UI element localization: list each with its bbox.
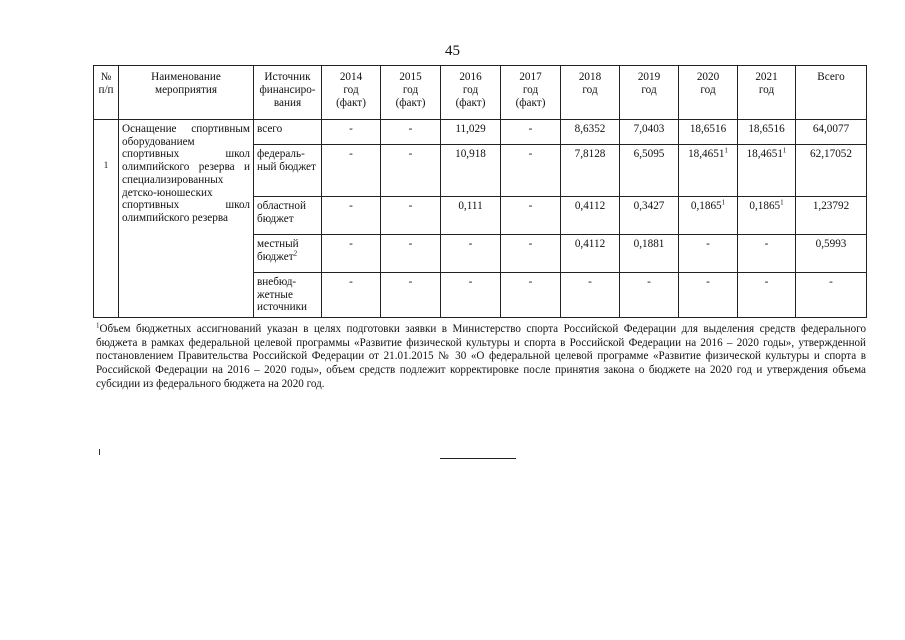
- funding-table: [93, 65, 867, 318]
- header-2019-unit: год: [641, 84, 657, 96]
- value-2020-amount: 0,1865: [690, 200, 722, 212]
- value-2016: -: [441, 273, 501, 318]
- value-2016: 0,111: [441, 197, 501, 235]
- header-2018: [561, 66, 620, 120]
- header-2020-unit: год: [700, 84, 716, 96]
- value-2017: -: [501, 120, 561, 145]
- value-2015: -: [381, 197, 441, 235]
- value-total: -: [796, 273, 867, 318]
- header-2015-note: (факт): [395, 97, 426, 109]
- header-2020-year: 2020: [696, 71, 720, 83]
- value-2018: 8,6352: [561, 120, 620, 145]
- value-2018: 0,4112: [561, 197, 620, 235]
- separator-line: [440, 458, 516, 459]
- value-2020: [679, 145, 738, 197]
- header-2017-note: (факт): [515, 97, 546, 109]
- header-2020: [679, 66, 738, 120]
- value-2019: -: [620, 273, 679, 318]
- value-2015: -: [381, 145, 441, 197]
- value-2021: [738, 145, 796, 197]
- header-2014-unit: год: [343, 84, 359, 96]
- funding-source: федераль-ный бюджет: [254, 145, 322, 197]
- funding-source: внебюд-жетные источники: [254, 273, 322, 318]
- value-2017: -: [501, 273, 561, 318]
- value-2021: -: [738, 235, 796, 273]
- page-number: 45: [445, 43, 460, 59]
- value-total: 0,5993: [796, 235, 867, 273]
- header-source-line3: вания: [273, 97, 302, 109]
- header-2015-unit: год: [402, 84, 419, 96]
- value-2020-amount: 18,4651: [688, 148, 725, 160]
- value-2020: [679, 197, 738, 235]
- header-2017-unit: год: [522, 84, 539, 96]
- footnote-text: Объем бюджетных ассигнований указан в целях подготовки заявки в Министерство спорта Российской Федерации для выделения средств федерального бюджета в рамках федеральной целевой программы «Развитие физической культуры и спорта в Российской Федерации на 2016 – 2020 годы», утвержденной постановлением Правительства Российской Федерации от 21.01.2015 № 30 «О федеральной целевой программе «Развитие физической культуры и спорта в Российской Федерации на 2016 – 2020 годы», объем средств подлежит корректировке после принятия закона о бюджете на 2020 год и утверждения объема субсидии из федерального бюджета на 2020 год.: [96, 323, 866, 390]
- header-2021: [738, 66, 796, 120]
- header-2016-unit: год: [462, 84, 479, 96]
- header-2018-year: 2018: [578, 71, 602, 83]
- value-2018: -: [561, 273, 620, 318]
- footnote-ref: 1: [724, 146, 728, 155]
- value-2021: -: [738, 273, 796, 318]
- header-2014-note: (факт): [336, 97, 366, 109]
- header-row: [94, 66, 867, 120]
- value-2019: 6,5095: [620, 145, 679, 197]
- value-2021: [738, 197, 796, 235]
- value-2021: 18,6516: [738, 120, 796, 145]
- header-total: [796, 66, 867, 120]
- header-measure-name: [119, 66, 254, 120]
- header-total-label: Всего: [817, 71, 845, 83]
- value-2018: 0,4112: [561, 235, 620, 273]
- header-2014-year: 2014: [339, 71, 363, 83]
- header-no-line2: п/п: [98, 84, 114, 96]
- header-name-line1: Наименование: [151, 71, 221, 83]
- header-2016: [441, 66, 501, 120]
- item-index: 1: [103, 160, 109, 170]
- value-2020: 18,6516: [679, 120, 738, 145]
- footnote-ref: 1: [721, 198, 726, 207]
- value-total: 1,23792: [796, 197, 867, 235]
- value-2014: -: [322, 235, 381, 273]
- header-source-line1: Источник: [264, 71, 311, 83]
- value-total: 64,0077: [796, 120, 867, 145]
- value-2018: 7,8128: [561, 145, 620, 197]
- value-2014: -: [322, 120, 381, 145]
- header-no-line1: №: [100, 71, 112, 83]
- header-2015-year: 2015: [399, 71, 422, 83]
- footnote-ref: 1: [780, 198, 784, 207]
- header-name-line2: мероприятия: [155, 84, 217, 96]
- value-2021-amount: 18,4651: [746, 148, 783, 160]
- header-2019-year: 2019: [637, 71, 661, 83]
- value-2016: -: [441, 235, 501, 273]
- value-2014: -: [322, 145, 381, 197]
- header-row-number: [94, 66, 119, 120]
- header-2015: [381, 66, 441, 120]
- value-2020: -: [679, 273, 738, 318]
- value-2017: -: [501, 235, 561, 273]
- header-funding-source: [254, 66, 322, 120]
- value-2021-amount: 0,1865: [749, 200, 781, 212]
- value-2016: 10,918: [441, 145, 501, 197]
- value-2014: -: [322, 273, 381, 318]
- value-2015: -: [381, 120, 441, 145]
- header-2021-unit: год: [758, 84, 775, 96]
- header-2019: [620, 66, 679, 120]
- value-2017: -: [501, 145, 561, 197]
- value-2015: -: [381, 273, 441, 318]
- value-2019: 0,3427: [620, 197, 679, 235]
- funding-source: [254, 235, 322, 273]
- header-2021-year: 2021: [755, 71, 778, 83]
- funding-source-label: местный бюджет: [257, 238, 299, 263]
- header-2014: [322, 66, 381, 120]
- header-2017: [501, 66, 561, 120]
- footnote: [96, 323, 866, 392]
- header-2018-unit: год: [582, 84, 598, 96]
- funding-source: областной бюджет: [254, 197, 322, 235]
- value-2019: 7,0403: [620, 120, 679, 145]
- table-row: [94, 120, 867, 145]
- header-source-line2: финансиро-: [259, 84, 316, 96]
- value-2017: -: [501, 197, 561, 235]
- value-2016: 11,029: [441, 120, 501, 145]
- footnote-mark: 1: [96, 321, 100, 330]
- footnote-ref: 1: [782, 146, 787, 155]
- margin-mark: [99, 449, 100, 455]
- measure-name: Оснащение спортивным оборудованием спортивных школ олимпийского резерва и специализированных детско-юношеских спортивных школ олимпийского резерва: [119, 120, 254, 318]
- value-2015: -: [381, 235, 441, 273]
- item-index-cell: [94, 120, 119, 318]
- value-total: 62,17052: [796, 145, 867, 197]
- header-2016-note: (факт): [455, 97, 486, 109]
- funding-source: всего: [254, 120, 322, 145]
- value-2019: 0,1881: [620, 235, 679, 273]
- header-2016-year: 2016: [459, 71, 482, 83]
- header-2017-year: 2017: [519, 71, 542, 83]
- value-2014: -: [322, 197, 381, 235]
- footnote-ref-2: 2: [293, 248, 298, 257]
- value-2020: -: [679, 235, 738, 273]
